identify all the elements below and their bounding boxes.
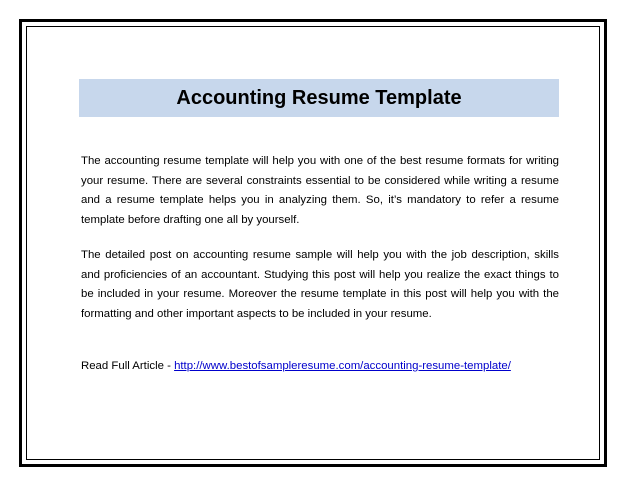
read-more-line xyxy=(81,357,559,377)
paragraph-details: The detailed post on accounting resume sample will help you with the job description, skills and proficiencies of an accountant. Studying this post will help you realize the exact things to be included in your resume. Moreover the resume template in this post will help you with the formatting and other important aspects to be included in your resume. xyxy=(81,249,559,320)
title-banner xyxy=(79,79,559,117)
read-more-label: Read Full Article - xyxy=(81,360,175,372)
article-link[interactable]: http://www.bestofsampleresume.com/accounting-resume-template/ xyxy=(174,360,511,372)
page-title: Accounting Resume Template xyxy=(176,86,462,109)
paragraph-intro: The accounting resume template will help you with one of the best resume formats for writing your resume. There are several constraints essential to be considered while writing a resume and a resume template helps you in analyzing them. So, it’s mandatory to refer a resume template before drafting one all by yourself. xyxy=(81,155,559,226)
